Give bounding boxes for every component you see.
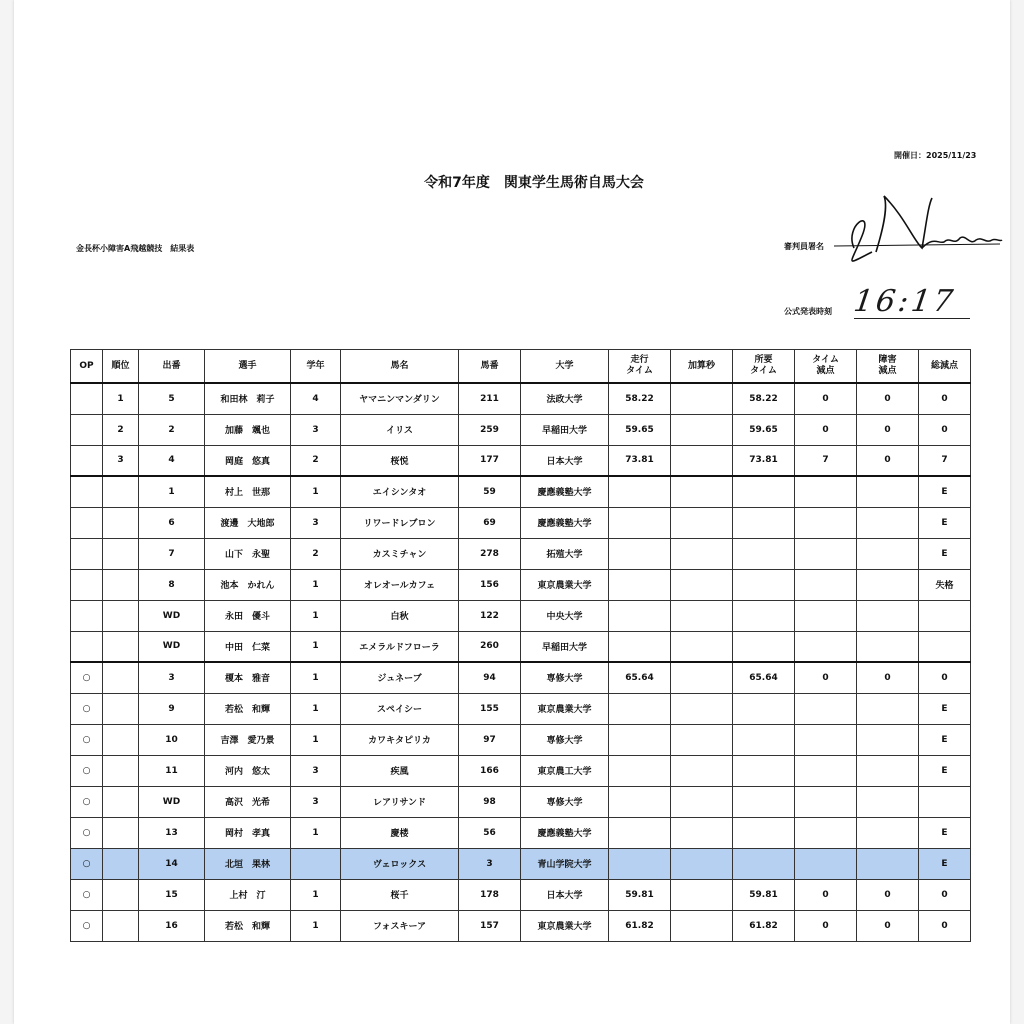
cell-grade: 3 [291, 414, 341, 445]
cell-rank: 2 [103, 414, 139, 445]
cell-obs-pen [857, 507, 919, 538]
cell-order: 4 [139, 445, 205, 476]
cell-univ: 早稲田大学 [521, 631, 609, 662]
cell-rank [103, 507, 139, 538]
column-header: 大学 [521, 350, 609, 384]
cell-rider: 村上 世那 [205, 476, 291, 507]
cell-horse-no: 56 [459, 817, 521, 848]
cell-univ: 東京農業大学 [521, 910, 609, 941]
cell-op [71, 414, 103, 445]
cell-horse: フォスキーア [341, 910, 459, 941]
cell-horse-no: 94 [459, 662, 521, 693]
cell-order: 16 [139, 910, 205, 941]
cell-total-time: 73.81 [733, 445, 795, 476]
results-body [71, 383, 971, 941]
cell-total-pen: 失格 [919, 569, 971, 600]
cell-order: 9 [139, 693, 205, 724]
cell-grade: 1 [291, 693, 341, 724]
cell-rider: 山下 永聖 [205, 538, 291, 569]
cell-time-pen [795, 631, 857, 662]
cell-total-pen: E [919, 476, 971, 507]
cell-run-time [609, 755, 671, 786]
cell-horse-no: 259 [459, 414, 521, 445]
cell-grade: 3 [291, 507, 341, 538]
cell-horse: リワードレブロン [341, 507, 459, 538]
cell-op [71, 538, 103, 569]
cell-rank [103, 755, 139, 786]
cell-added [671, 538, 733, 569]
cell-order: 13 [139, 817, 205, 848]
cell-horse: スペイシー [341, 693, 459, 724]
cell-obs-pen: 0 [857, 414, 919, 445]
cell-total-time [733, 848, 795, 879]
cell-obs-pen: 0 [857, 383, 919, 414]
table-row [71, 445, 971, 476]
cell-added [671, 414, 733, 445]
cell-order: 5 [139, 383, 205, 414]
cell-run-time [609, 724, 671, 755]
table-row [71, 817, 971, 848]
cell-time-pen [795, 476, 857, 507]
cell-total-time [733, 786, 795, 817]
cell-added [671, 848, 733, 879]
cell-horse: ヤマニンマンダリン [341, 383, 459, 414]
table-row [71, 755, 971, 786]
table-header-row [71, 350, 971, 384]
cell-rider: 池本 かれん [205, 569, 291, 600]
cell-added [671, 910, 733, 941]
cell-rank: 1 [103, 383, 139, 414]
cell-op: ○ [71, 817, 103, 848]
cell-obs-pen [857, 724, 919, 755]
table-row [71, 414, 971, 445]
cell-total-pen: 0 [919, 910, 971, 941]
event-name: 金長杯小障害A飛越競技 結果表 [76, 244, 195, 253]
cell-added [671, 507, 733, 538]
cell-horse-no: 278 [459, 538, 521, 569]
cell-added [671, 724, 733, 755]
cell-order: 14 [139, 848, 205, 879]
cell-total-pen: E [919, 507, 971, 538]
cell-univ: 早稲田大学 [521, 414, 609, 445]
cell-total-pen: 0 [919, 383, 971, 414]
column-header: タイム 減点 [795, 350, 857, 384]
cell-horse-no: 157 [459, 910, 521, 941]
cell-rank [103, 600, 139, 631]
cell-obs-pen: 0 [857, 445, 919, 476]
page-title: 令和7年度 関東学生馬術自馬大会 [424, 175, 644, 191]
cell-rider: 榎本 雅音 [205, 662, 291, 693]
cell-added [671, 755, 733, 786]
cell-total-pen [919, 631, 971, 662]
cell-total-time [733, 476, 795, 507]
cell-horse-no: 155 [459, 693, 521, 724]
cell-horse: エメラルドフローラ [341, 631, 459, 662]
cell-total-pen: E [919, 724, 971, 755]
cell-grade [291, 848, 341, 879]
cell-order: WD [139, 786, 205, 817]
cell-total-pen: E [919, 755, 971, 786]
column-header: 学年 [291, 350, 341, 384]
cell-horse: エイシンタオ [341, 476, 459, 507]
cell-order: 11 [139, 755, 205, 786]
cell-run-time [609, 817, 671, 848]
cell-rider: 岡村 孝真 [205, 817, 291, 848]
cell-added [671, 383, 733, 414]
cell-total-pen [919, 786, 971, 817]
cell-op: ○ [71, 910, 103, 941]
cell-obs-pen: 0 [857, 910, 919, 941]
cell-total-pen: E [919, 848, 971, 879]
cell-horse: イリス [341, 414, 459, 445]
cell-total-time: 59.65 [733, 414, 795, 445]
cell-time-pen [795, 817, 857, 848]
cell-univ: 拓殖大学 [521, 538, 609, 569]
cell-total-pen: 7 [919, 445, 971, 476]
cell-total-pen: E [919, 693, 971, 724]
cell-total-pen: 0 [919, 879, 971, 910]
results-sheet [14, 0, 1010, 1024]
cell-run-time [609, 848, 671, 879]
cell-grade: 1 [291, 817, 341, 848]
cell-rider: 河内 悠太 [205, 755, 291, 786]
cell-total-pen: E [919, 538, 971, 569]
cell-obs-pen: 0 [857, 879, 919, 910]
cell-added [671, 631, 733, 662]
table-row [71, 786, 971, 817]
cell-horse: 慶楼 [341, 817, 459, 848]
table-row [71, 879, 971, 910]
cell-op: ○ [71, 724, 103, 755]
cell-order: 3 [139, 662, 205, 693]
cell-grade: 1 [291, 910, 341, 941]
table-row [71, 631, 971, 662]
cell-grade: 1 [291, 476, 341, 507]
cell-run-time: 65.64 [609, 662, 671, 693]
cell-time-pen: 0 [795, 414, 857, 445]
cell-total-pen [919, 600, 971, 631]
cell-horse-no: 177 [459, 445, 521, 476]
table-row [71, 724, 971, 755]
cell-total-time [733, 817, 795, 848]
cell-total-time [733, 538, 795, 569]
cell-univ: 慶應義塾大学 [521, 817, 609, 848]
cell-grade: 4 [291, 383, 341, 414]
cell-horse: カワキタピリカ [341, 724, 459, 755]
cell-time-pen [795, 755, 857, 786]
column-header: OP [71, 350, 103, 384]
cell-run-time [609, 569, 671, 600]
cell-op: ○ [71, 662, 103, 693]
cell-total-time: 59.81 [733, 879, 795, 910]
cell-total-time: 58.22 [733, 383, 795, 414]
cell-op [71, 631, 103, 662]
cell-horse: レアリサンド [341, 786, 459, 817]
cell-order: 10 [139, 724, 205, 755]
column-header: 選手 [205, 350, 291, 384]
cell-obs-pen [857, 600, 919, 631]
cell-added [671, 662, 733, 693]
cell-obs-pen [857, 786, 919, 817]
cell-obs-pen [857, 631, 919, 662]
cell-order: 8 [139, 569, 205, 600]
cell-obs-pen [857, 476, 919, 507]
cell-grade: 1 [291, 569, 341, 600]
cell-rider: 永田 優斗 [205, 600, 291, 631]
cell-op [71, 383, 103, 414]
cell-horse-no: 156 [459, 569, 521, 600]
cell-univ: 東京農工大学 [521, 755, 609, 786]
cell-rider: 和田林 莉子 [205, 383, 291, 414]
cell-rider: 高沢 光希 [205, 786, 291, 817]
cell-total-time [733, 569, 795, 600]
cell-horse-no: 178 [459, 879, 521, 910]
cell-time-pen [795, 600, 857, 631]
cell-time-pen: 7 [795, 445, 857, 476]
cell-rank: 3 [103, 445, 139, 476]
cell-order: 6 [139, 507, 205, 538]
cell-horse-no: 260 [459, 631, 521, 662]
cell-order: 2 [139, 414, 205, 445]
cell-horse-no: 211 [459, 383, 521, 414]
cell-time-pen [795, 786, 857, 817]
official-time-line [854, 318, 970, 319]
cell-total-pen: E [919, 817, 971, 848]
cell-horse: カスミチャン [341, 538, 459, 569]
cell-rank [103, 817, 139, 848]
cell-run-time: 58.22 [609, 383, 671, 414]
cell-run-time: 61.82 [609, 910, 671, 941]
column-header: 所要 タイム [733, 350, 795, 384]
cell-obs-pen [857, 848, 919, 879]
cell-rank [103, 786, 139, 817]
cell-horse-no: 98 [459, 786, 521, 817]
cell-horse-no: 3 [459, 848, 521, 879]
cell-horse-no: 69 [459, 507, 521, 538]
cell-op: ○ [71, 755, 103, 786]
column-header: 加算秒 [671, 350, 733, 384]
cell-univ: 中央大学 [521, 600, 609, 631]
judge-signature-label: 審判員署名 [784, 242, 824, 251]
table-row [71, 848, 971, 879]
cell-grade: 1 [291, 724, 341, 755]
cell-rider: 岡庭 悠真 [205, 445, 291, 476]
cell-total-time: 61.82 [733, 910, 795, 941]
cell-horse-no: 122 [459, 600, 521, 631]
cell-run-time: 59.65 [609, 414, 671, 445]
cell-op [71, 507, 103, 538]
cell-horse-no: 166 [459, 755, 521, 786]
cell-order: 7 [139, 538, 205, 569]
cell-grade: 1 [291, 879, 341, 910]
cell-time-pen [795, 507, 857, 538]
cell-order: WD [139, 600, 205, 631]
table-row [71, 693, 971, 724]
cell-obs-pen [857, 817, 919, 848]
cell-univ: 日本大学 [521, 879, 609, 910]
column-header: 順位 [103, 350, 139, 384]
cell-univ: 専修大学 [521, 662, 609, 693]
cell-obs-pen: 0 [857, 662, 919, 693]
cell-op [71, 476, 103, 507]
table-row [71, 476, 971, 507]
cell-total-time [733, 693, 795, 724]
cell-total-time [733, 600, 795, 631]
cell-univ: 専修大学 [521, 724, 609, 755]
cell-horse: 桜悦 [341, 445, 459, 476]
cell-run-time: 73.81 [609, 445, 671, 476]
cell-rider: 若松 和輝 [205, 910, 291, 941]
cell-time-pen [795, 724, 857, 755]
cell-horse: 白秋 [341, 600, 459, 631]
cell-time-pen [795, 569, 857, 600]
cell-rank [103, 693, 139, 724]
results-table [70, 349, 971, 942]
cell-op: ○ [71, 693, 103, 724]
cell-rider: 中田 仁菜 [205, 631, 291, 662]
table-row [71, 538, 971, 569]
cell-univ: 東京農業大学 [521, 693, 609, 724]
cell-rank [103, 724, 139, 755]
cell-added [671, 786, 733, 817]
cell-grade: 2 [291, 445, 341, 476]
cell-op: ○ [71, 879, 103, 910]
cell-total-time [733, 507, 795, 538]
column-header: 出番 [139, 350, 205, 384]
table-row [71, 507, 971, 538]
cell-univ: 専修大学 [521, 786, 609, 817]
cell-op [71, 600, 103, 631]
table-row [71, 600, 971, 631]
cell-univ: 東京農業大学 [521, 569, 609, 600]
cell-run-time [609, 693, 671, 724]
cell-univ: 日本大学 [521, 445, 609, 476]
column-header: 馬名 [341, 350, 459, 384]
judge-signature [814, 186, 1004, 276]
cell-rank [103, 848, 139, 879]
cell-rank [103, 631, 139, 662]
cell-horse: 桜千 [341, 879, 459, 910]
cell-added [671, 817, 733, 848]
cell-op: ○ [71, 848, 103, 879]
cell-run-time [609, 476, 671, 507]
cell-run-time [609, 507, 671, 538]
table-row [71, 910, 971, 941]
cell-grade: 1 [291, 662, 341, 693]
cell-horse: ジュネーブ [341, 662, 459, 693]
cell-rank [103, 569, 139, 600]
cell-grade: 1 [291, 600, 341, 631]
cell-horse: ヴェロックス [341, 848, 459, 879]
cell-rank [103, 910, 139, 941]
cell-time-pen: 0 [795, 662, 857, 693]
column-header: 走行 タイム [609, 350, 671, 384]
cell-grade: 2 [291, 538, 341, 569]
cell-horse: オレオールカフェ [341, 569, 459, 600]
cell-op: ○ [71, 786, 103, 817]
column-header: 馬番 [459, 350, 521, 384]
cell-op [71, 445, 103, 476]
cell-added [671, 879, 733, 910]
column-header: 障害 減点 [857, 350, 919, 384]
cell-rank [103, 879, 139, 910]
cell-rider: 吉澤 愛乃景 [205, 724, 291, 755]
column-header: 総減点 [919, 350, 971, 384]
cell-added [671, 569, 733, 600]
cell-obs-pen [857, 693, 919, 724]
cell-horse-no: 97 [459, 724, 521, 755]
cell-univ: 法政大学 [521, 383, 609, 414]
cell-op [71, 569, 103, 600]
cell-total-time [733, 724, 795, 755]
cell-added [671, 445, 733, 476]
cell-order: WD [139, 631, 205, 662]
table-row [71, 662, 971, 693]
cell-rider: 北垣 果林 [205, 848, 291, 879]
cell-total-pen: 0 [919, 662, 971, 693]
table-row [71, 383, 971, 414]
cell-order: 1 [139, 476, 205, 507]
cell-total-time [733, 631, 795, 662]
cell-univ: 慶應義塾大学 [521, 507, 609, 538]
official-time-label: 公式発表時刻 [784, 307, 832, 316]
hold-date: 開催日：2025/11/23 [894, 151, 977, 160]
cell-added [671, 476, 733, 507]
cell-horse: 疾風 [341, 755, 459, 786]
cell-order: 15 [139, 879, 205, 910]
cell-added [671, 600, 733, 631]
cell-time-pen: 0 [795, 879, 857, 910]
table-row [71, 569, 971, 600]
cell-time-pen: 0 [795, 910, 857, 941]
cell-grade: 3 [291, 755, 341, 786]
cell-rider: 渡邊 大地郎 [205, 507, 291, 538]
cell-univ: 慶應義塾大学 [521, 476, 609, 507]
cell-time-pen: 0 [795, 383, 857, 414]
cell-grade: 1 [291, 631, 341, 662]
cell-rider: 加藤 颯也 [205, 414, 291, 445]
cell-total-pen: 0 [919, 414, 971, 445]
cell-time-pen [795, 848, 857, 879]
cell-grade: 3 [291, 786, 341, 817]
cell-obs-pen [857, 569, 919, 600]
cell-rider: 若松 和輝 [205, 693, 291, 724]
cell-rank [103, 662, 139, 693]
cell-time-pen [795, 693, 857, 724]
cell-obs-pen [857, 755, 919, 786]
cell-run-time [609, 786, 671, 817]
cell-horse-no: 59 [459, 476, 521, 507]
cell-obs-pen [857, 538, 919, 569]
cell-run-time: 59.81 [609, 879, 671, 910]
cell-run-time [609, 631, 671, 662]
cell-rank [103, 476, 139, 507]
cell-total-time: 65.64 [733, 662, 795, 693]
official-time-handwritten: 16:17 [851, 284, 958, 319]
cell-rank [103, 538, 139, 569]
cell-univ: 青山学院大学 [521, 848, 609, 879]
cell-added [671, 693, 733, 724]
cell-rider: 上村 汀 [205, 879, 291, 910]
cell-total-time [733, 755, 795, 786]
cell-time-pen [795, 538, 857, 569]
cell-run-time [609, 538, 671, 569]
cell-run-time [609, 600, 671, 631]
